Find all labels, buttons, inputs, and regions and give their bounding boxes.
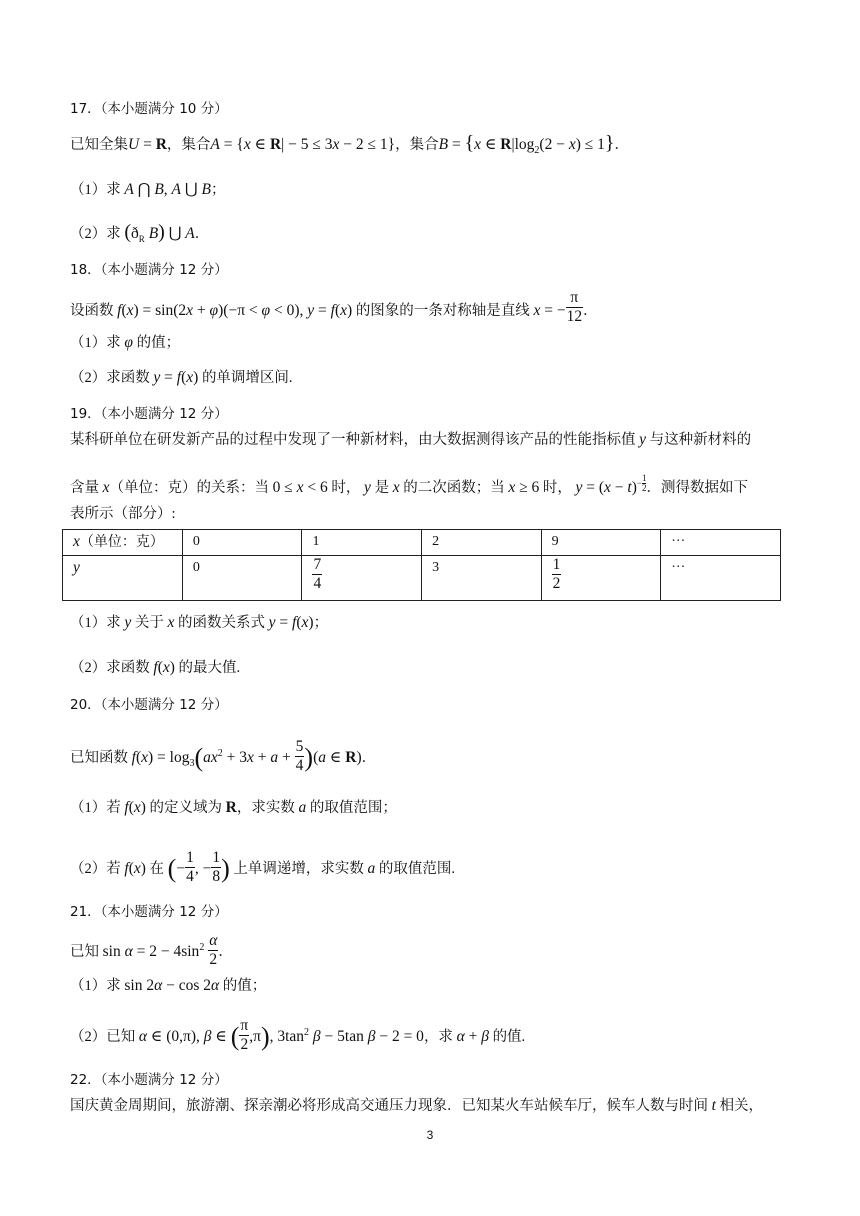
q18-part2: （2）求函数 y = f(x) 的单调增区间. — [70, 369, 293, 386]
q21-title: 21．（本小题满分 12 分） — [70, 904, 228, 920]
q18-stem: 设函数 f(x) = sin(2x + φ)(−π < φ < 0), y = f(x) 的图象的一条对称轴是直线 x = − $\frac{\pi}{12}$ ． — [70, 289, 598, 325]
q20-stem: 已知函数 $f(x) = \log_3(ax^2 + 3x + a$ + $\frac{5}{4}$ )(a ∈ R)． — [70, 738, 377, 774]
table-cell: $\frac{1}{2}$ — [541, 556, 661, 601]
q18-part1: （1）求 φ 的值； — [70, 334, 181, 351]
table-cell: ··· — [661, 530, 781, 556]
q19-stem-line3: 表所示（部分）: — [70, 506, 176, 522]
q17-stem: 已知全集U = R，集合A = {x ∈ R| − 5 ≤ 3x − 2 ≤ 1}，集合B = {x ∈ $R|\log_2(2 - x) \le 1$}． — [70, 132, 629, 157]
q22-title: 22．（本小题满分 12 分） — [70, 1072, 228, 1088]
table-cell: ··· — [661, 556, 781, 601]
q17-part2: （2）求 ($ð_R$ B) ⋃ A． — [70, 221, 210, 245]
q22-stem: 国庆黄金周期间，旅游潮、探亲潮必将形成高交通压力现象．已知某火车站候车厅，候车人数与时间 t 相关， — [70, 1097, 764, 1114]
q19-stem-line2: 含量 x（单位：克）的关系：当 0 ≤ x < 6 时， y 是 x 的二次函数；当 x ≥ 6 时， $y = (x - t)^{- \frac{1}{2}}$ ．测得数据如下 — [70, 473, 748, 497]
page-number: 3 — [426, 1128, 434, 1142]
q21-stem: 已知 $\sin \alpha = 2 - 4\sin^2$ $\frac{\alpha}{2}$ ． — [70, 932, 233, 968]
table-cell: 3 — [422, 556, 542, 601]
q17-part1: （1）求 A ⋂ B, A ⋃ B； — [70, 181, 226, 198]
table-cell: $\frac{7}{4}$ — [302, 556, 422, 601]
q21-part1: （1）求 sin 2α − cos 2α 的值； — [70, 977, 267, 994]
q20-title: 20．（本小题满分 12 分） — [70, 697, 228, 713]
q21-part2: （2）已知 α ∈ (0,π), β ∈ ( $\frac{\pi}{2}$ ,π), $3\tan^2$ β − 5tan β − 2 = 0，求 α + β 的值. — [70, 1017, 526, 1053]
q20-part2: （2）若 f(x) 在 (− $\frac{1}{4}$ , − $\frac{1}{8}$ ) 上单调递增，求实数 a 的取值范围. — [70, 849, 456, 885]
table-cell: 1 — [302, 530, 422, 556]
q19-stem-line1: 某科研单位在研发新产品的过程中发现了一种新材料，由大数据测得该产品的性能指标值 y 与这种新材料的 — [70, 431, 752, 448]
q19-data-table — [62, 529, 781, 601]
table-row-y — [63, 556, 781, 601]
table-cell: 9 — [541, 530, 661, 556]
table-cell: 2 — [422, 530, 542, 556]
table-row-x — [63, 530, 781, 556]
table-cell: x（单位：克） — [63, 530, 183, 556]
q18-title: 18．（本小题满分 12 分） — [70, 262, 228, 278]
table-cell: y — [63, 556, 183, 601]
q19-part1: （1）求 y 关于 x 的函数关系式 y = f(x)； — [70, 614, 329, 631]
table-cell: 0 — [182, 556, 302, 601]
q17-title: 17．（本小题满分 10 分） — [70, 101, 228, 117]
q19-title: 19．（本小题满分 12 分） — [70, 406, 228, 422]
q19-part2: （2）求函数 f(x) 的最大值. — [70, 659, 241, 676]
table-cell: 0 — [182, 530, 302, 556]
q20-part1: （1）若 f(x) 的定义域为 R，求实数 a 的取值范围； — [70, 799, 397, 816]
